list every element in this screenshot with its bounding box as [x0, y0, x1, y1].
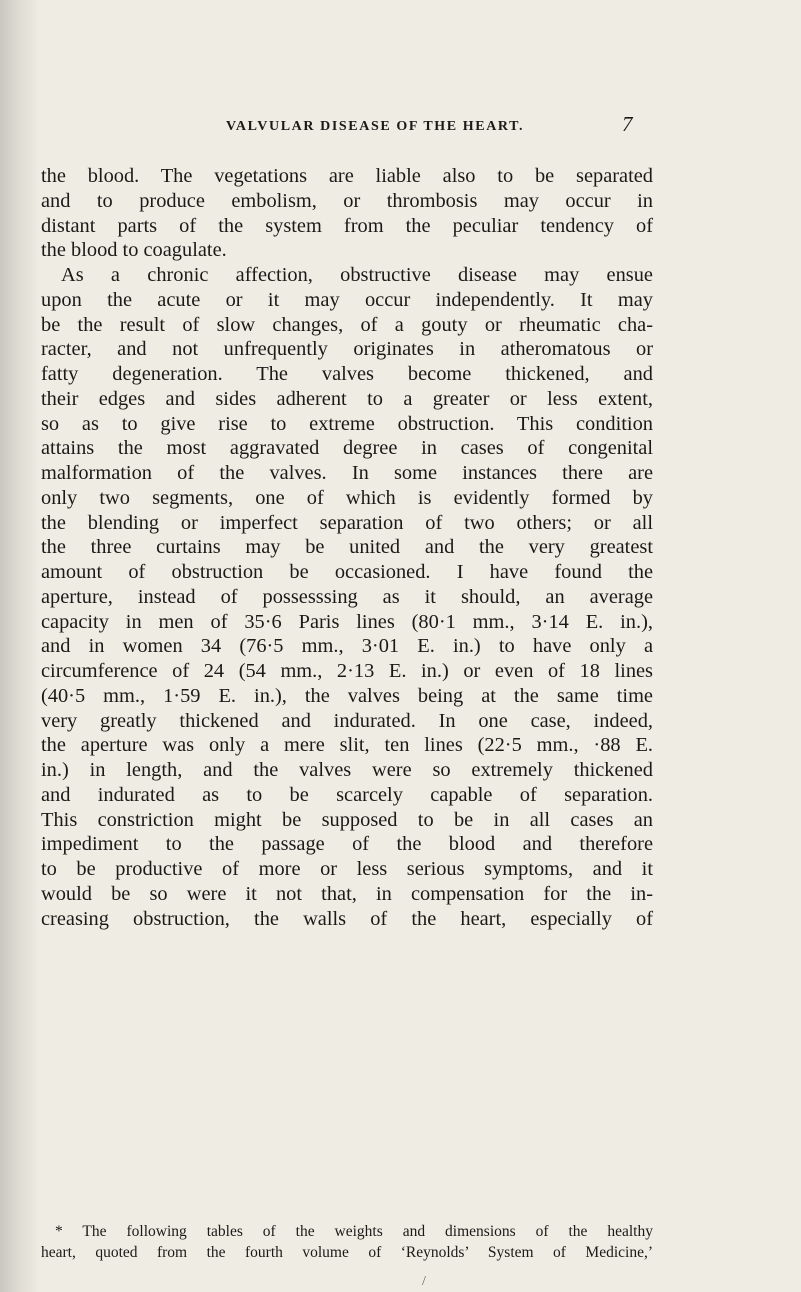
text-line: to be productive of more or less serious symptoms, and it: [41, 858, 653, 880]
footnote-line: * The following tables of the weights and dimensions of the healthy: [55, 1223, 653, 1240]
text-line: racter, and not unfrequently originates in atheromatous or: [41, 338, 653, 361]
text-line: capacity in men of 35·6 Paris lines (80·1 mm., 3·14 E. in.),: [41, 610, 653, 633]
text-line: As a chronic affection, obstructive disease may ensue: [61, 264, 653, 286]
footnote-line: heart, quoted from the fourth volume of ‘Reynolds’ System of Medicine,’: [41, 1244, 653, 1261]
text-line: the aperture was only a mere slit, ten lines (22·5 mm., ·88 E.: [41, 734, 653, 757]
text-line: and indurated as to be scarcely capable of separation.: [41, 783, 653, 806]
text-line: circumference of 24 (54 mm., 2·13 E. in.) or even of 18 lines: [41, 660, 653, 682]
text-line: (40·5 mm., 1·59 E. in.), the valves being at the same time: [41, 684, 653, 707]
page-number: 7: [622, 112, 633, 136]
text-line: be the result of slow changes, of a gouty or rheumatic cha-: [41, 313, 653, 336]
text-line: and in women 34 (76·5 mm., 3·01 E. in.) to have only a: [41, 635, 653, 658]
text-line: upon the acute or it may occur independently. It may: [41, 288, 653, 311]
text-line: would be so were it not that, in compensation for the in-: [41, 882, 653, 905]
text-line: their edges and sides adherent to a greater or less extent,: [41, 387, 653, 410]
text-line: only two segments, one of which is evidently formed by: [41, 486, 653, 509]
footnote: [41, 1221, 653, 1263]
body-text: [41, 164, 653, 931]
text-line: attains the most aggravated degree in cases of congenital: [41, 437, 653, 460]
text-line: the blending or imperfect separation of two others; or all: [41, 511, 653, 534]
text-line: fatty degeneration. The valves become thickened, and: [41, 363, 653, 385]
text-line: distant parts of the system from the peculiar tendency of: [41, 214, 653, 237]
text-line: and to produce embolism, or thrombosis may occur in: [41, 189, 653, 212]
text-line: the blood. The vegetations are liable also to be separated: [41, 165, 653, 187]
text-line: the blood to coagulate.: [41, 239, 227, 262]
running-head: VALVULAR DISEASE OF THE HEART.: [226, 119, 525, 134]
stray-mark: /: [422, 1274, 426, 1289]
text-line: aperture, instead of possesssing as it should, an average: [41, 585, 653, 608]
text-line: so as to give rise to extreme obstruction. This condition: [41, 412, 653, 435]
text-line: in.) in length, and the valves were so extremely thickened: [41, 759, 653, 781]
text-line: amount of obstruction be occasioned. I have found the: [41, 561, 653, 583]
text-line: This constriction might be supposed to be in all cases an: [41, 808, 653, 831]
text-line: very greatly thickened and indurated. In one case, indeed,: [41, 709, 653, 732]
text-line: the three curtains may be united and the very greatest: [41, 536, 653, 559]
text-line: impediment to the passage of the blood and therefore: [41, 833, 653, 856]
text-line: malformation of the valves. In some instances there are: [41, 462, 653, 484]
text-line: creasing obstruction, the walls of the heart, especially of: [41, 907, 653, 930]
